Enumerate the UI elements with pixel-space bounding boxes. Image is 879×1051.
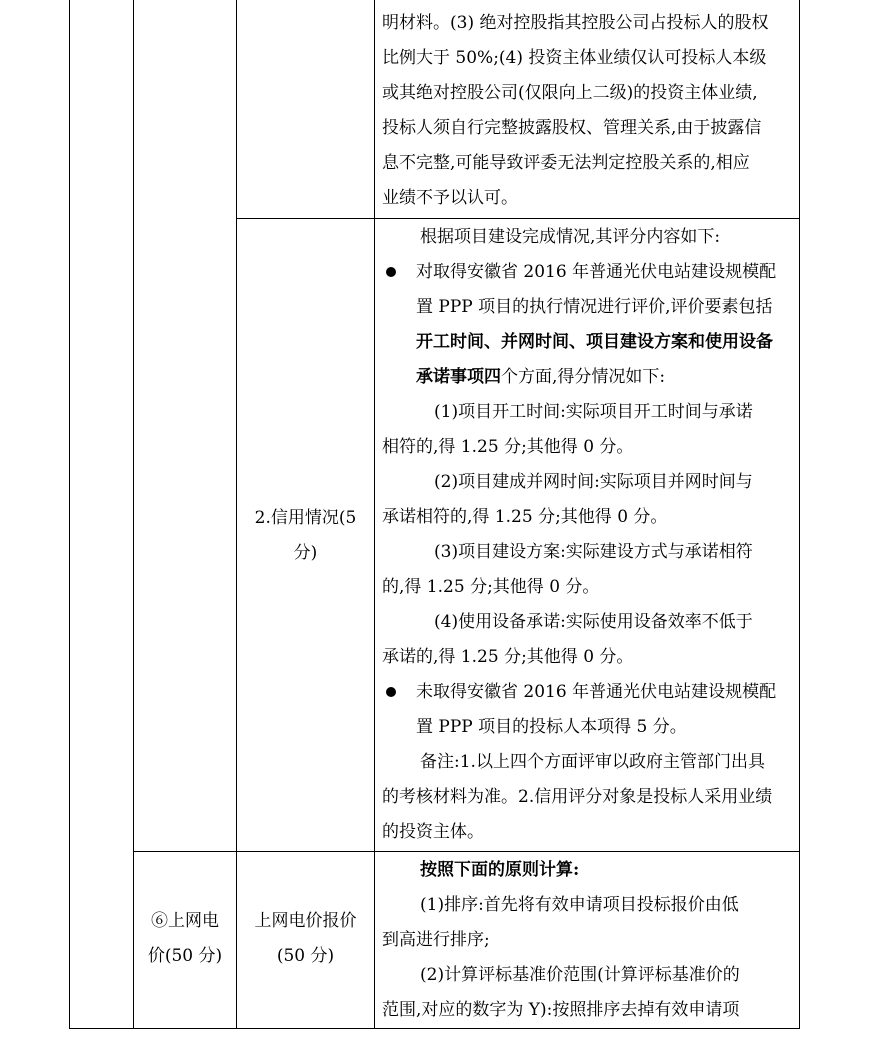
price-category-line2: 价(50 分) (147, 946, 223, 966)
row-divider-2 (133, 851, 800, 852)
price-item-line1: 上网电价报价 (254, 911, 357, 931)
text-line: 置 PPP 项目的执行情况进行评价,评价要素包括 (416, 297, 773, 317)
price-category-label (134, 904, 236, 974)
price-category-line1: ⑥上网电 (151, 911, 219, 931)
credit-sub4-line2: 承诺的,得 1.25 分;其他得 0 分。 (382, 647, 634, 667)
credit-sub4-line1: (4)使用设备承诺:实际使用设备效率不低于 (434, 612, 753, 632)
price-p2-line2: 范围,对应的数字为 Y):按照排序去掉有效申请项 (382, 1000, 740, 1020)
text-line: 置 PPP 项目的投标人本项得 5 分。 (416, 717, 687, 737)
text-line: 比例大于 50%;(4) 投资主体业绩仅认可投标人本级 (382, 48, 767, 68)
credit-sub3-line2: 的,得 1.25 分;其他得 0 分。 (382, 577, 600, 597)
table-column-divider-1 (133, 0, 134, 1029)
text-line: 或其绝对控股公司(仅限向上二级)的投资主体业绩, (382, 83, 758, 103)
price-content-cell (382, 853, 796, 1028)
price-p2-line1: (2)计算评标基准价范围(计算评标基准价的 (420, 965, 740, 985)
credit-content-cell (382, 220, 796, 850)
text-line: 息不完整,可能导致评委无法判定控股关系的,相应 (382, 153, 750, 173)
bullet-icon (386, 267, 396, 277)
credit-sub2-line2: 承诺相符的,得 1.25 分;其他得 0 分。 (382, 507, 668, 527)
credit-note-line2: 的考核材料为准。2.信用评分对象是投标人采用业绩 (382, 787, 773, 807)
price-p1-line1: (1)排序:首先将有效申请项目投标报价由低 (420, 895, 739, 915)
credit-note-line1: 备注:1.以上四个方面评审以政府主管部门出具 (420, 752, 765, 772)
text-line: 业绩不予以认可。 (382, 188, 518, 208)
bullet-icon (386, 687, 396, 697)
credit-item-label-line2: 分) (293, 543, 318, 563)
text-line: 投标人须自行完整披露股权、管理关系,由于披露信 (382, 118, 762, 138)
credit-intro: 根据项目建设完成情况,其评分内容如下: (420, 227, 721, 247)
text-span: 个方面,得分情况如下: (501, 367, 666, 387)
credit-sub1-line2: 相符的,得 1.25 分;其他得 0 分。 (382, 437, 634, 457)
continued-content-cell (382, 6, 796, 216)
credit-bullet-2 (382, 675, 796, 745)
price-item-line2: (50 分) (276, 946, 335, 966)
credit-item-label-line1: 2.信用情况(5 (254, 508, 357, 528)
credit-sub3-line1: (3)项目建设方案:实际建设方式与承诺相符 (434, 542, 753, 562)
price-heading: 按照下面的原则计算: (420, 860, 580, 880)
credit-note-line3: 的投资主体。 (382, 822, 484, 842)
row-divider-1 (236, 218, 800, 219)
emphasis-line: 开工时间、并网时间、项目建设方案和使用设备 (416, 332, 773, 352)
table-border-bottom (69, 1028, 800, 1029)
text-line: 明材料。(3) 绝对控股指其控股公司占投标人的股权 (382, 13, 769, 33)
credit-sub2-line1: (2)项目建成并网时间:实际项目并网时间与 (434, 472, 753, 492)
emphasis-text: 承诺事项四 (416, 367, 501, 387)
table-border-right (799, 0, 800, 1029)
text-line: 对取得安徽省 2016 年普通光伏电站建设规模配 (416, 262, 777, 282)
table-border-left (69, 0, 70, 1029)
price-item-label (237, 904, 374, 974)
text-line: 未取得安徽省 2016 年普通光伏电站建设规模配 (416, 682, 777, 702)
credit-item-label (237, 501, 374, 571)
table-column-divider-3 (374, 0, 375, 1029)
credit-bullet-1 (382, 255, 796, 395)
price-p1-line2: 到高进行排序; (382, 930, 490, 950)
credit-sub1-line1: (1)项目开工时间:实际项目开工时间与承诺 (434, 402, 753, 422)
